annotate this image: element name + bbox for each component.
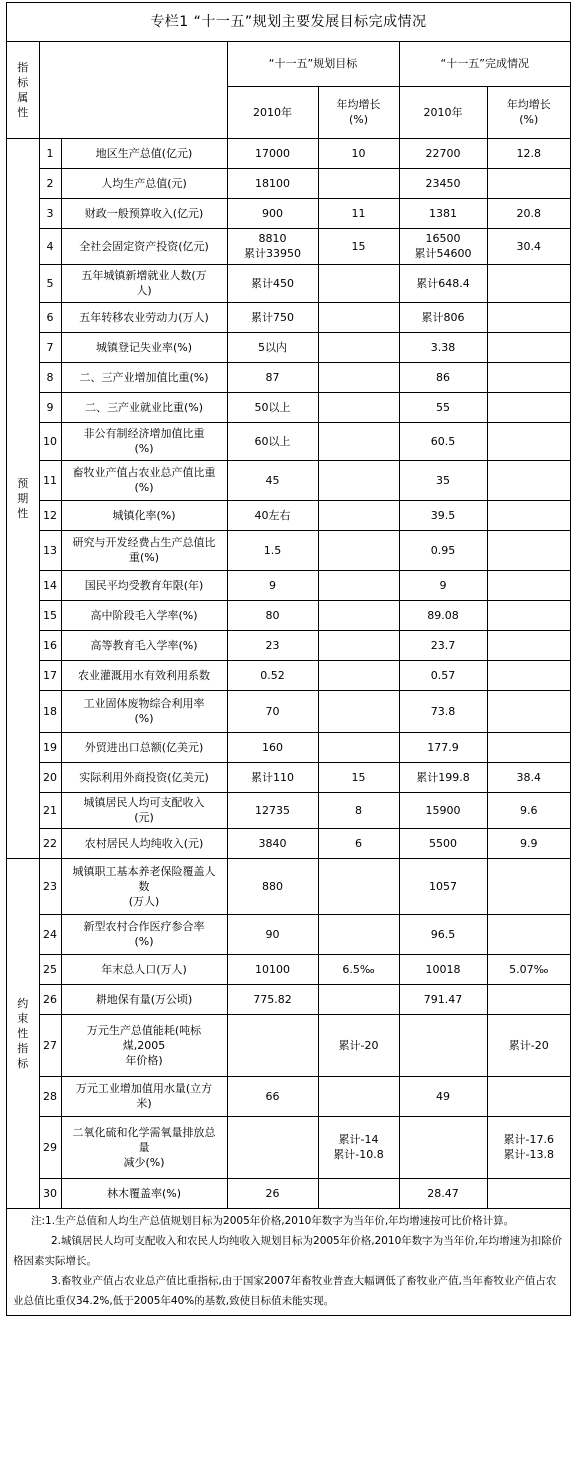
indicator-name: 全社会固定资产投资(亿元) <box>61 228 227 264</box>
indicator-name: 农业灌溉用水有效利用系数 <box>61 660 227 690</box>
indicator-name: 高中阶段毛入学率(%) <box>61 600 227 630</box>
actual-2010-value: 0.95 <box>399 530 487 570</box>
row-number: 16 <box>39 630 61 660</box>
indicator-name: 非公有制经济增加值比重 (%) <box>61 422 227 460</box>
indicator-name: 二氧化硫和化学需氧量排放总 量 减少(%) <box>61 1116 227 1178</box>
actual-annual-growth: 9.9 <box>487 828 570 858</box>
actual-annual-growth <box>487 530 570 570</box>
row-number: 12 <box>39 500 61 530</box>
note-1: 注:1.生产总值和人均生产总值规划目标为2005年价格,2010年数字为当年价,年均增速按可比价格计算。 <box>31 1214 515 1227</box>
targets-table <box>7 42 570 1209</box>
indicator-name: 新型农村合作医疗参合率 (%) <box>61 914 227 954</box>
plan-2010-value: 80 <box>227 600 318 630</box>
notes <box>7 1209 570 1315</box>
plan-annual-growth <box>318 984 399 1014</box>
row-number: 10 <box>39 422 61 460</box>
table-row <box>7 792 570 828</box>
actual-annual-growth <box>487 858 570 914</box>
plan-2010-value: 5以内 <box>227 332 318 362</box>
indicator-name: 农村居民人均纯收入(元) <box>61 828 227 858</box>
plan-2010-value: 3840 <box>227 828 318 858</box>
plan-annual-growth: 累计-14 累计-10.8 <box>318 1116 399 1178</box>
indicator-name: 二、三产业增加值比重(%) <box>61 362 227 392</box>
actual-2010-value: 73.8 <box>399 690 487 732</box>
note-3: 3.畜牧业产值占农业总产值比重指标,由于国家2007年畜牧业普查大幅调低了畜牧业产值,当年畜牧业产值占农业总值比重仅34.2%,低于2005年40%的基数,致使目标值未能实现。 <box>13 1274 557 1307</box>
plan-2010-value: 70 <box>227 690 318 732</box>
actual-2010-value: 60.5 <box>399 422 487 460</box>
note-2: 2.城镇居民人均可支配收入和农民人均纯收入规划目标为2005年价格,2010年数字为当年价,年均增速为扣除价格因素实际增长。 <box>13 1234 563 1267</box>
actual-annual-growth <box>487 422 570 460</box>
table-row <box>7 732 570 762</box>
plan-annual-growth <box>318 858 399 914</box>
indicator-name: 人均生产总值(元) <box>61 168 227 198</box>
actual-annual-growth: 20.8 <box>487 198 570 228</box>
actual-annual-growth <box>487 732 570 762</box>
plan-annual-growth <box>318 1178 399 1208</box>
row-number: 29 <box>39 1116 61 1178</box>
table-row <box>7 168 570 198</box>
plan-2010-value: 26 <box>227 1178 318 1208</box>
table-body <box>7 42 570 1208</box>
plan-annual-growth <box>318 600 399 630</box>
indicator-name: 万元工业增加值用水量(立方 米) <box>61 1076 227 1116</box>
actual-2010-value: 15900 <box>399 792 487 828</box>
table-row <box>7 660 570 690</box>
plan-2010-value: 45 <box>227 460 318 500</box>
plan-annual-growth <box>318 264 399 302</box>
actual-annual-growth <box>487 1076 570 1116</box>
actual-annual-growth <box>487 914 570 954</box>
actual-2010-value: 86 <box>399 362 487 392</box>
actual-2010-header: 2010年 <box>399 86 487 138</box>
page-container <box>6 2 571 1316</box>
row-number: 20 <box>39 762 61 792</box>
actual-annual-growth <box>487 168 570 198</box>
table-row <box>7 198 570 228</box>
plan-annual-growth: 累计-20 <box>318 1014 399 1076</box>
actual-2010-value: 1381 <box>399 198 487 228</box>
row-number: 6 <box>39 302 61 332</box>
plan-annual-growth <box>318 332 399 362</box>
plan-annual-growth <box>318 392 399 422</box>
row-number: 23 <box>39 858 61 914</box>
indicator-name: 地区生产总值(亿元) <box>61 138 227 168</box>
row-number: 9 <box>39 392 61 422</box>
row-number: 21 <box>39 792 61 828</box>
actual-2010-value <box>399 1014 487 1076</box>
row-number: 7 <box>39 332 61 362</box>
indicator-name: 城镇登记失业率(%) <box>61 332 227 362</box>
plan-annual-growth <box>318 732 399 762</box>
actual-annual-growth <box>487 500 570 530</box>
plan-2010-value: 9 <box>227 570 318 600</box>
actual-2010-value: 16500 累计54600 <box>399 228 487 264</box>
plan-2010-value: 23 <box>227 630 318 660</box>
row-number: 19 <box>39 732 61 762</box>
actual-2010-value: 791.47 <box>399 984 487 1014</box>
row-number: 14 <box>39 570 61 600</box>
plan-2010-value <box>227 1116 318 1178</box>
table-row <box>7 1116 570 1178</box>
plan-annual-growth: 6 <box>318 828 399 858</box>
actual-annual-growth: 9.6 <box>487 792 570 828</box>
table-row <box>7 1014 570 1076</box>
plan-annual-growth: 8 <box>318 792 399 828</box>
actual-annual-growth <box>487 570 570 600</box>
plan-annual-growth: 6.5‰ <box>318 954 399 984</box>
actual-annual-growth: 12.8 <box>487 138 570 168</box>
plan-annual-growth <box>318 168 399 198</box>
plan-annual-growth <box>318 530 399 570</box>
plan-annual-growth <box>318 1076 399 1116</box>
plan-2010-value: 66 <box>227 1076 318 1116</box>
plan-2010-value: 60以上 <box>227 422 318 460</box>
actual-2010-value: 28.47 <box>399 1178 487 1208</box>
indicator-name: 万元生产总值能耗(吨标 煤,2005 年价格) <box>61 1014 227 1076</box>
row-number: 13 <box>39 530 61 570</box>
indicator-name: 二、三产业就业比重(%) <box>61 392 227 422</box>
actual-2010-value: 1057 <box>399 858 487 914</box>
plan-2010-value: 1.5 <box>227 530 318 570</box>
actual-2010-value <box>399 1116 487 1178</box>
table-row <box>7 570 570 600</box>
actual-annual-growth <box>487 392 570 422</box>
actual-2010-value: 39.5 <box>399 500 487 530</box>
actual-annual-growth <box>487 460 570 500</box>
plan-2010-value: 40左右 <box>227 500 318 530</box>
indicator-name: 研究与开发经费占生产总值比 重(%) <box>61 530 227 570</box>
actual-annual-growth <box>487 1178 570 1208</box>
actual-annual-growth <box>487 302 570 332</box>
plan-2010-value: 0.52 <box>227 660 318 690</box>
row-number: 8 <box>39 362 61 392</box>
table-row <box>7 362 570 392</box>
indicator-name: 耕地保有量(万公顷) <box>61 984 227 1014</box>
table-row <box>7 1178 570 1208</box>
table-row <box>7 422 570 460</box>
table-row <box>7 630 570 660</box>
plan-annual-growth: 15 <box>318 228 399 264</box>
plan-annual-growth <box>318 570 399 600</box>
plan-annual-growth <box>318 630 399 660</box>
indicator-name: 城镇化率(%) <box>61 500 227 530</box>
row-number: 24 <box>39 914 61 954</box>
indicator-name: 年末总人口(万人) <box>61 954 227 984</box>
actual-2010-value: 23450 <box>399 168 487 198</box>
actual-annual-growth <box>487 600 570 630</box>
row-number: 30 <box>39 1178 61 1208</box>
header-row <box>7 42 570 86</box>
actual-2010-value: 10018 <box>399 954 487 984</box>
table-row <box>7 914 570 954</box>
table-row <box>7 858 570 914</box>
table-row <box>7 530 570 570</box>
plan-2010-value: 18100 <box>227 168 318 198</box>
plan-2010-value: 17000 <box>227 138 318 168</box>
row-number: 26 <box>39 984 61 1014</box>
actual-annual-growth <box>487 264 570 302</box>
actual-2010-value: 累计199.8 <box>399 762 487 792</box>
row-number: 15 <box>39 600 61 630</box>
plan-annual-growth <box>318 914 399 954</box>
table-row <box>7 264 570 302</box>
plan-annual-growth <box>318 302 399 332</box>
row-number: 28 <box>39 1076 61 1116</box>
indicator-name: 实际利用外商投资(亿美元) <box>61 762 227 792</box>
actual-annual-growth <box>487 660 570 690</box>
actual-2010-value: 累计806 <box>399 302 487 332</box>
plan-annual-growth <box>318 422 399 460</box>
actual-annual-growth <box>487 630 570 660</box>
actual-2010-value: 55 <box>399 392 487 422</box>
plan-2010-value: 8810 累计33950 <box>227 228 318 264</box>
indicator-name: 畜牧业产值占农业总产值比重 (%) <box>61 460 227 500</box>
plan-2010-value: 累计110 <box>227 762 318 792</box>
page-title: 专栏1 “十一五”规划主要发展目标完成情况 <box>7 3 570 42</box>
indicator-name: 城镇居民人均可支配收入 (元) <box>61 792 227 828</box>
actual-2010-value: 23.7 <box>399 630 487 660</box>
plan-2010-value: 90 <box>227 914 318 954</box>
plan-annual-growth: 10 <box>318 138 399 168</box>
actual-annual-growth: 5.07‰ <box>487 954 570 984</box>
actual-annual-growth <box>487 362 570 392</box>
row-number: 22 <box>39 828 61 858</box>
indicator-name: 工业固体废物综合利用率 (%) <box>61 690 227 732</box>
table-row <box>7 332 570 362</box>
actual-annual-growth <box>487 690 570 732</box>
actual-header: “十一五”完成情况 <box>399 42 570 86</box>
attribute-header: 指 标 属 性 <box>7 42 39 138</box>
row-number: 5 <box>39 264 61 302</box>
table-row <box>7 138 570 168</box>
actual-2010-value: 3.38 <box>399 332 487 362</box>
plan-annual-growth <box>318 460 399 500</box>
actual-annual-header: 年均增长 (%) <box>487 86 570 138</box>
table-row <box>7 500 570 530</box>
plan-annual-growth <box>318 362 399 392</box>
plan-2010-value: 160 <box>227 732 318 762</box>
plan-2010-value: 10100 <box>227 954 318 984</box>
table-row <box>7 302 570 332</box>
actual-2010-value: 5500 <box>399 828 487 858</box>
indicator-name: 林木覆盖率(%) <box>61 1178 227 1208</box>
plan-2010-value: 880 <box>227 858 318 914</box>
plan-annual-growth: 15 <box>318 762 399 792</box>
table-row <box>7 392 570 422</box>
actual-2010-value: 89.08 <box>399 600 487 630</box>
plan-2010-value: 50以上 <box>227 392 318 422</box>
plan-2010-value: 12735 <box>227 792 318 828</box>
actual-annual-growth <box>487 984 570 1014</box>
row-number: 18 <box>39 690 61 732</box>
row-number: 17 <box>39 660 61 690</box>
table-row <box>7 954 570 984</box>
actual-2010-value: 22700 <box>399 138 487 168</box>
plan-2010-value <box>227 1014 318 1076</box>
table-row <box>7 690 570 732</box>
plan-2010-value: 900 <box>227 198 318 228</box>
actual-annual-growth: 38.4 <box>487 762 570 792</box>
table-row <box>7 600 570 630</box>
actual-annual-growth: 累计-20 <box>487 1014 570 1076</box>
plan-annual-growth <box>318 690 399 732</box>
indicator-name: 五年转移农业劳动力(万人) <box>61 302 227 332</box>
table-row <box>7 828 570 858</box>
row-number: 25 <box>39 954 61 984</box>
actual-2010-value: 177.9 <box>399 732 487 762</box>
indicator-name: 财政一般预算收入(亿元) <box>61 198 227 228</box>
row-number: 4 <box>39 228 61 264</box>
row-number: 11 <box>39 460 61 500</box>
plan-annual-growth: 11 <box>318 198 399 228</box>
blank-header <box>39 42 227 138</box>
plan-annual-growth <box>318 500 399 530</box>
table-row <box>7 228 570 264</box>
row-number: 1 <box>39 138 61 168</box>
table-row <box>7 762 570 792</box>
actual-2010-value: 49 <box>399 1076 487 1116</box>
row-number: 3 <box>39 198 61 228</box>
indicator-name: 高等教育毛入学率(%) <box>61 630 227 660</box>
plan-2010-value: 累计750 <box>227 302 318 332</box>
actual-2010-value: 96.5 <box>399 914 487 954</box>
table-row <box>7 984 570 1014</box>
plan-2010-value: 累计450 <box>227 264 318 302</box>
plan-2010-value: 87 <box>227 362 318 392</box>
actual-annual-growth: 30.4 <box>487 228 570 264</box>
plan-annual-growth <box>318 660 399 690</box>
actual-annual-growth: 累计-17.6 累计-13.8 <box>487 1116 570 1178</box>
plan-2010-value: 775.82 <box>227 984 318 1014</box>
indicator-name: 国民平均受教育年限(年) <box>61 570 227 600</box>
row-number: 27 <box>39 1014 61 1076</box>
table-row <box>7 460 570 500</box>
plan-header: “十一五”规划目标 <box>227 42 399 86</box>
actual-2010-value: 35 <box>399 460 487 500</box>
plan-2010-header: 2010年 <box>227 86 318 138</box>
plan-annual-header: 年均增长 (%) <box>318 86 399 138</box>
actual-2010-value: 累计648.4 <box>399 264 487 302</box>
group-expected: 预 期 性 <box>7 138 39 858</box>
indicator-name: 外贸进出口总额(亿美元) <box>61 732 227 762</box>
actual-2010-value: 9 <box>399 570 487 600</box>
table-row <box>7 1076 570 1116</box>
actual-2010-value: 0.57 <box>399 660 487 690</box>
indicator-name: 城镇职工基本养老保险覆盖人 数 (万人) <box>61 858 227 914</box>
indicator-name: 五年城镇新增就业人数(万 人) <box>61 264 227 302</box>
group-binding: 约 束 性 指 标 <box>7 858 39 1208</box>
row-number: 2 <box>39 168 61 198</box>
actual-annual-growth <box>487 332 570 362</box>
